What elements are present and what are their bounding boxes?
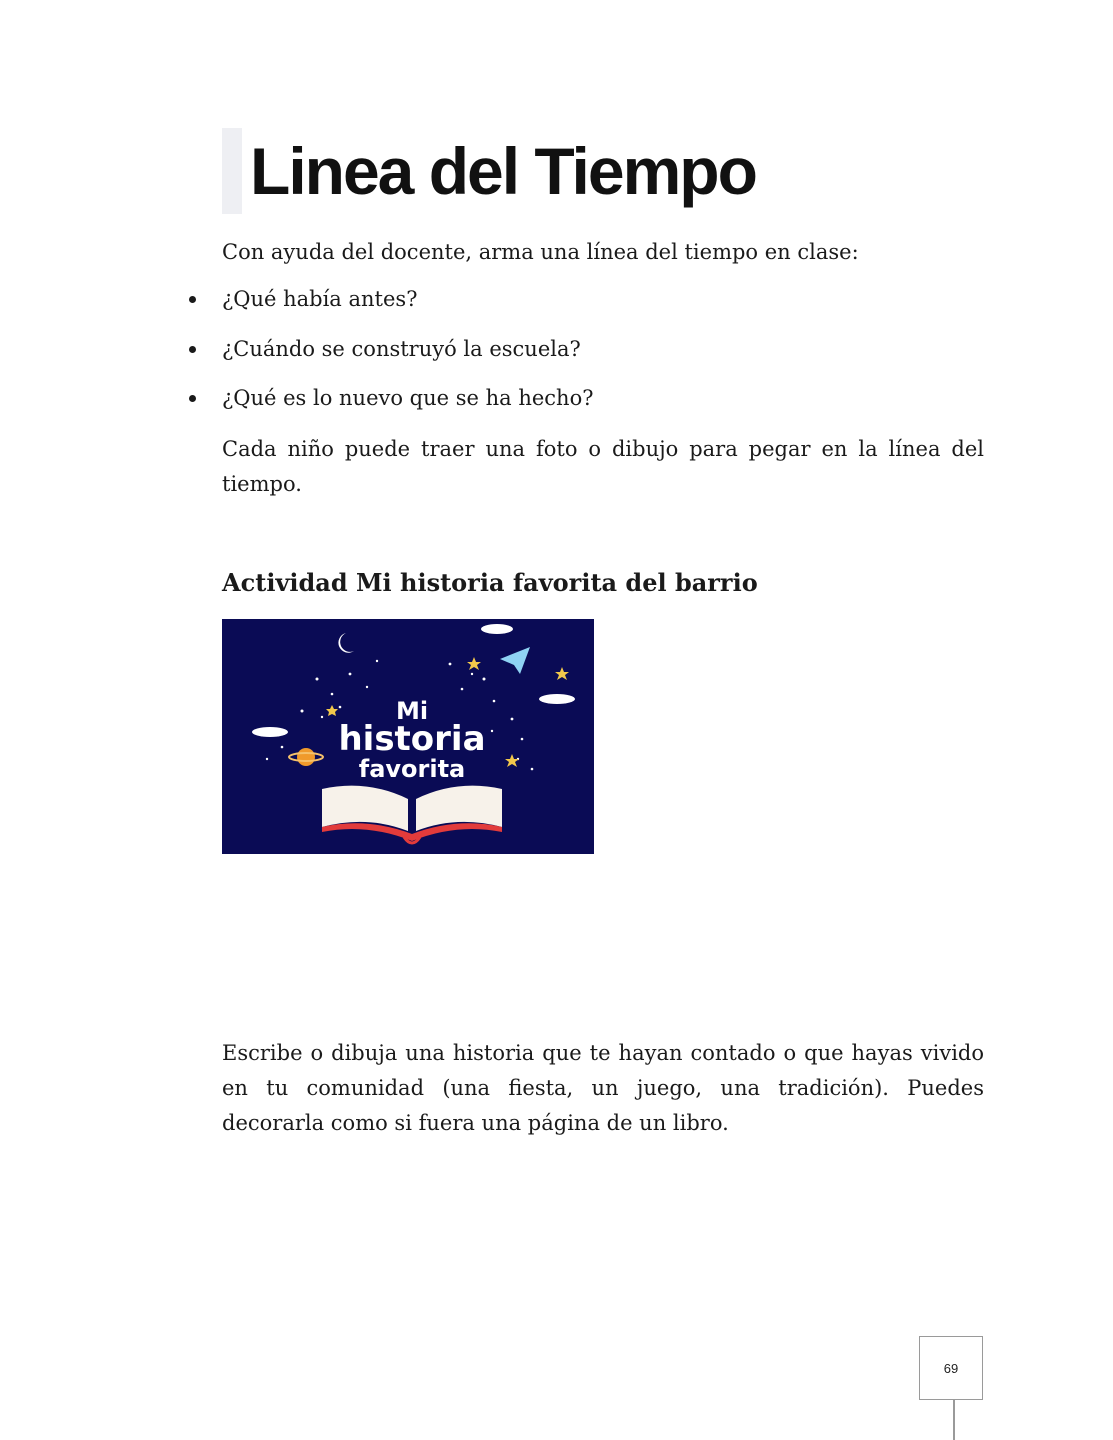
list-item: [0, 333, 594, 383]
moon-icon: [338, 633, 354, 653]
list-item-text: ¿Qué había antes?: [222, 287, 418, 311]
story-illustration: [222, 619, 594, 854]
question-list: [0, 283, 594, 432]
paragraph-story-instruction: Escribe o dibuja una historia que te hayan contado o que hayas vivido en tu comunidad (una fiesta, un juego, una tradición). Puedes decorarla como si fuera una página de un libro.: [222, 1041, 984, 1135]
list-item-text: ¿Qué es lo nuevo que se ha hecho?: [222, 386, 594, 410]
paragraph-photo-instruction: Cada niño puede traer una foto o dibujo para pegar en la línea del tiempo.: [222, 437, 984, 496]
page-title-block: [222, 128, 756, 214]
open-book-icon: [322, 786, 502, 843]
intro-text: Con ayuda del docente, arma una línea del tiempo en clase:: [222, 240, 859, 264]
page-number: 69: [943, 1360, 959, 1376]
planet-icon: [289, 748, 323, 766]
paper-plane-icon: [500, 647, 530, 674]
page-number-connector-line: [953, 1400, 955, 1440]
list-item-text: ¿Cuándo se construyó la escuela?: [222, 336, 581, 361]
illustration-word-favorita: favorita: [358, 755, 466, 783]
page-title: Linea del Tiempo: [250, 134, 756, 208]
bullet-icon: [189, 395, 196, 402]
list-item: [0, 382, 594, 432]
story-illustration-art: [222, 619, 594, 854]
title-accent-bar: [222, 128, 242, 214]
illustration-word-mi: Mi: [395, 697, 429, 725]
activity-heading: Actividad Mi historia favorita del barrio: [222, 568, 758, 597]
list-item: [0, 283, 594, 333]
page-number-box: [919, 1336, 983, 1400]
bullet-icon: [189, 346, 196, 353]
illustration-word-historia: historia: [338, 719, 486, 759]
bullet-icon: [189, 296, 196, 303]
